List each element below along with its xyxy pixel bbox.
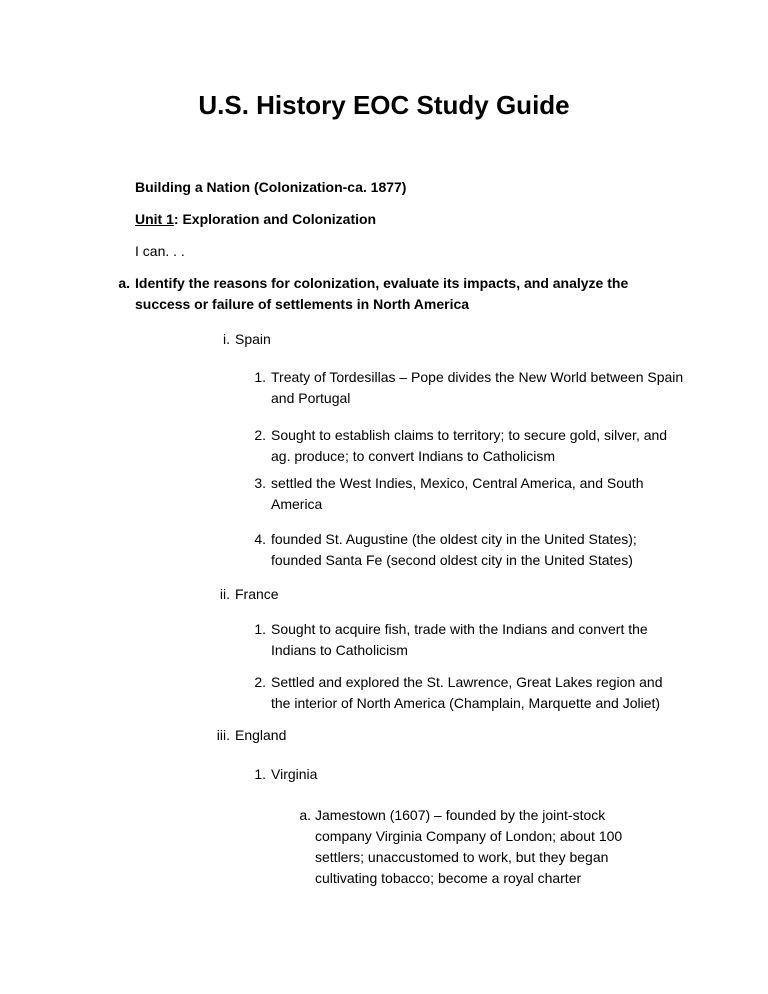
england-item-marker: 1.	[254, 766, 266, 782]
objective-marker: a.	[118, 275, 130, 291]
france-item-marker: 1.	[254, 621, 266, 637]
spain-item-marker: 4.	[254, 531, 266, 547]
england-label: England	[235, 727, 287, 743]
spain-label: Spain	[235, 331, 271, 347]
england-subitem-marker: a.	[299, 807, 311, 823]
england-item: Virginia	[271, 766, 318, 782]
objective-text: Identify the reasons for colonization, evaluate its impacts, and analyze the success or failure of settlements in North America	[135, 275, 629, 312]
france-item: Settled and explored the St. Lawrence, Great Lakes region and the interior of North America (Champlain, Marquette and Joliet)	[271, 674, 663, 711]
france-marker: ii.	[219, 586, 230, 602]
england-marker: iii.	[216, 727, 230, 743]
france-item-marker: 2.	[254, 674, 266, 690]
spain-item: settled the West Indies, Mexico, Central America, and South America	[271, 475, 644, 512]
france-label: France	[235, 586, 279, 602]
unit-title: : Exploration and Colonization	[173, 211, 377, 227]
spain-item: founded St. Augustine (the oldest city in the United States); founded Santa Fe (second oldest city in the United States)	[271, 531, 637, 568]
unit-label: Unit 1	[135, 211, 174, 227]
spain-item-marker: 1.	[254, 369, 266, 385]
spain-item-marker: 3.	[254, 475, 266, 491]
spain-item: Treaty of Tordesillas – Pope divides the New World between Spain and Portugal	[271, 369, 684, 406]
spain-marker: i.	[223, 331, 230, 347]
section-heading: Building a Nation (Colonization-ca. 1877)	[135, 179, 407, 195]
unit-heading	[135, 209, 376, 230]
spain-item-marker: 2.	[254, 427, 266, 443]
england-subitem: Jamestown (1607) – founded by the joint-stock company Virginia Company of London; about 100 settlers; unaccustomed to work, but they began cultivating tobacco; become a royal charter	[315, 807, 623, 886]
intro-text: I can. . .	[135, 243, 185, 259]
spain-item: Sought to establish claims to territory; to secure gold, silver, and ag. produce; to convert Indians to Catholicism	[271, 427, 668, 464]
france-item: Sought to acquire fish, trade with the Indians and convert the Indians to Catholicism	[271, 621, 648, 658]
page-title: U.S. History EOC Study Guide	[198, 90, 570, 120]
